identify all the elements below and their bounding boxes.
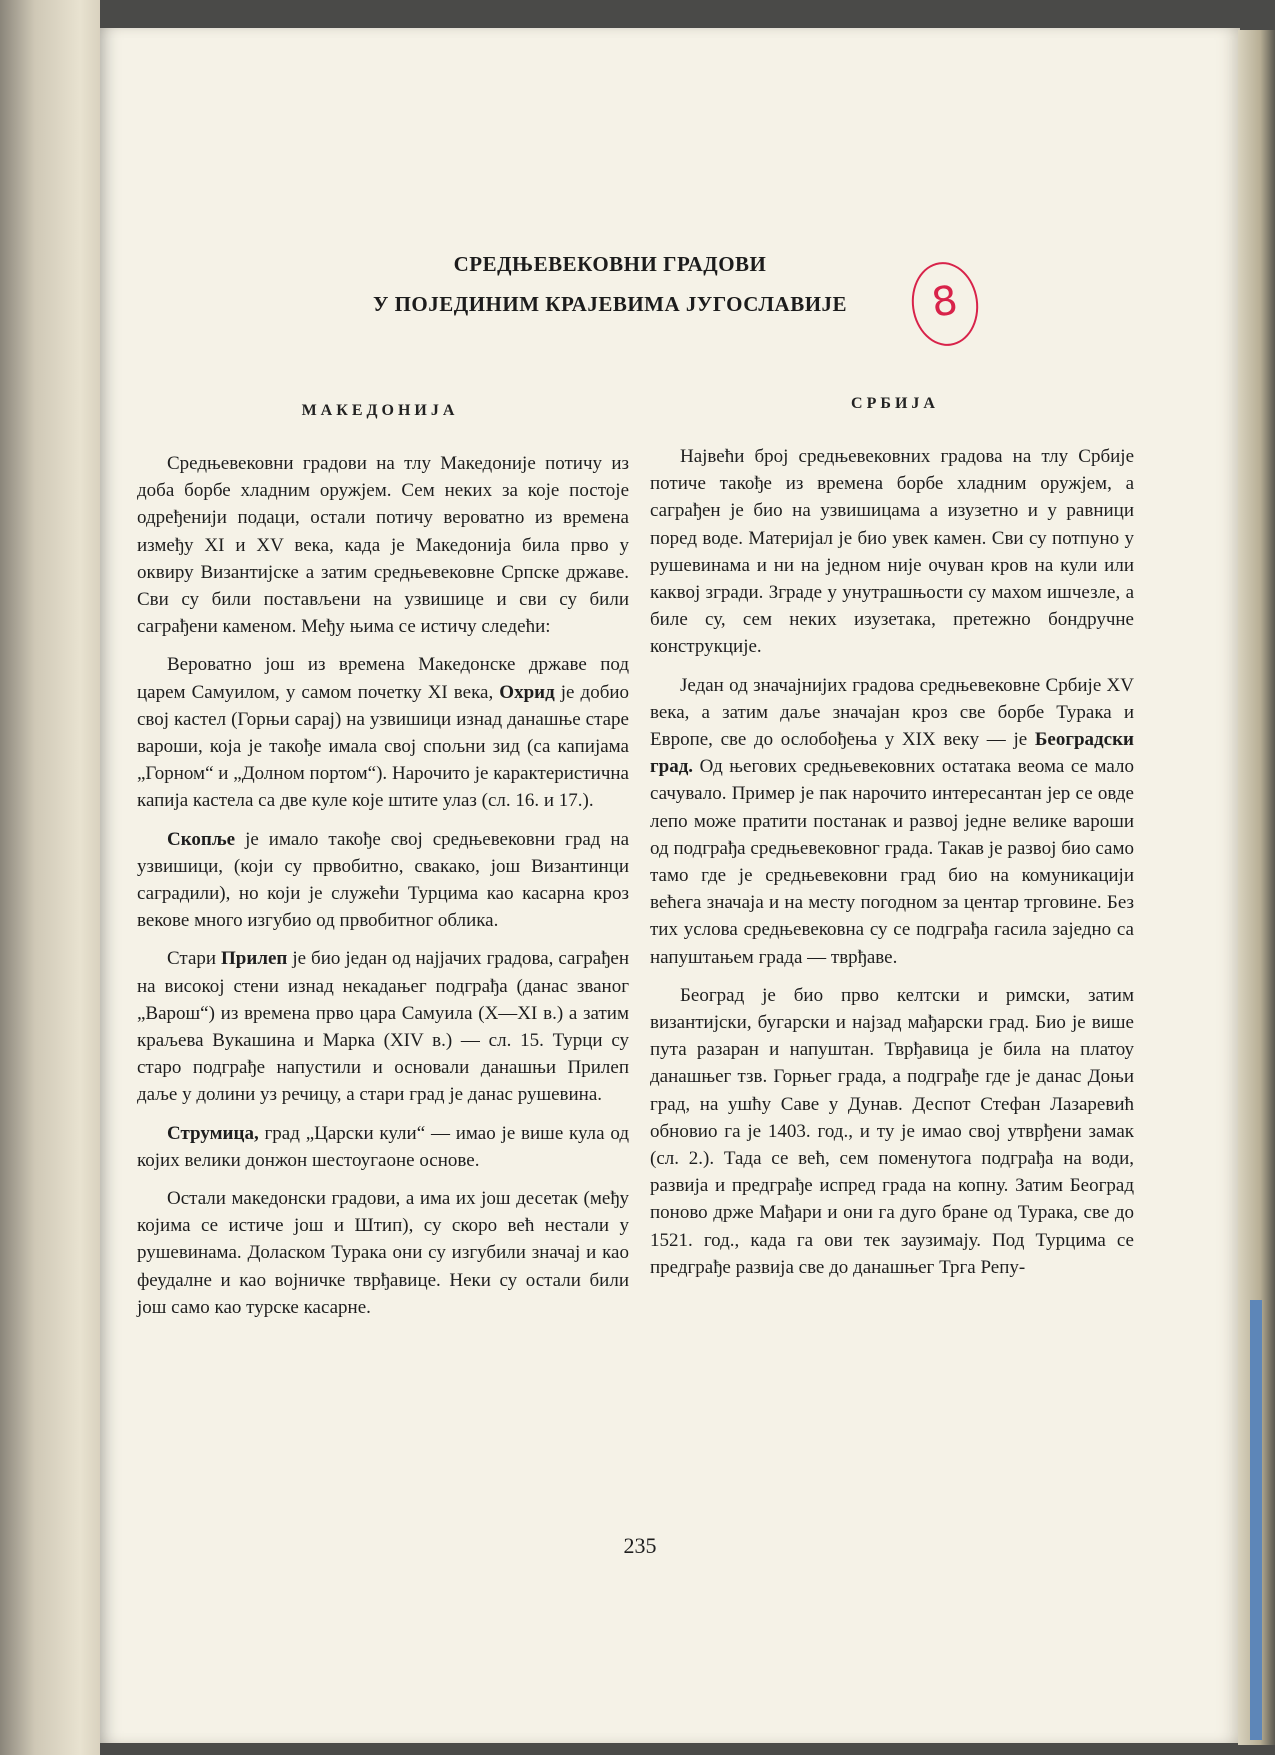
paragraph: Београд је био прво келтски и римски, затим византијски, бугарски и најзад мађарски град. Био је више пута разаран и напуштан. Тврђавица је била на платоу данашњег тзв. Горњег града, а подграђе где је данас Доњи град, на ушћу Саве у Дунав. Деспот Стефан Лазаревић обновио га је 1403. год., и ту је имао свој утврђени замак (сл. 2.). Тада се већ, сем поменутога подграђа на води, развија и предграђе испред града на копну. Затим Београд поново држе Мађари и они га дуго бране од Турака, све до 1521. год., када га ови тек заузимају. Под Турцима се предграђе развија све до данашњег Трга Репу- [650,984,1134,1278]
text: град „Царски кули“ — имао је више кула од којих велики донжон шестоугаоне основе. [137,1122,630,1171]
text: Вероватно још из времена Македонске државе под царем Самуилом, у самом почетку XI века, [137,654,629,703]
text: је имало такође свој средњевековни град на узвишици, (који су првобитно, свакако, још Византинци саградили), но који је служећи Турцима као касарна кроз векове много изгубио од првобитног облика. [137,828,630,932]
city-name: Београдски град. [650,729,1134,778]
text: Један од значајнијих градова средњевековне Србије XV века, а затим даље значајан кроз све борбе Турака и Европе, све до ослобођења у XIX веку — је [650,674,1134,751]
left-column-heading: МАКЕДОНИЈА [301,402,459,419]
handwritten-circled-number: 8 [906,258,983,350]
paragraph [137,826,629,935]
city-name: Охрид [499,681,555,703]
book-spine [0,0,100,1755]
page-title-line2: У ПОЈЕДИНИМ КРАЈЕВИМА ЈУГОСЛАВИЈЕ [372,292,848,316]
cover-edge [1250,1300,1262,1740]
paragraph: Остали македонски градови, а има их још десетак (међу којима се истиче још и Штип), су скоро већ нестали у рушевинама. Доласком Турака они су изгубили значај и као феудалне и као војничке тврђавице. Неки су остали били још само као турске касарне. [137,1188,629,1318]
text: је био један од најјачих градова, саграђен на високој стени изнад некадањег подграђа (данас званог „Варош“) из времена прво цара Самуила (X—XI в.) а затим краљева Вукашина и Марка (XIV в.) — сл. 15. Турци су старо подграђе напустили и основали данашњи Прилеп даље у долини уз речицу, а стари град је данас рушевина. [137,948,629,1106]
city-name: Скопље [167,828,236,850]
page-title-line1: СРЕДЊЕВЕКОВНИ ГРАДОВИ [453,252,767,276]
paragraph [137,1120,629,1174]
city-name: Струмица, [167,1122,259,1144]
paragraph [137,945,629,1108]
city-name: Прилеп [221,948,288,970]
paragraph: Средњевековни градови на тлу Македоније потичу из доба борбе хладним оружјем. Сем неких за које постоје одређенији подаци, остали потичу вероватно из времена између XI и XV века, када је Македонија била прво у оквиру Византијске а затим средњевековне Српске државе. Сви су били постављени на узвишице и сви су били саграђени каменом. Међу њима се истичу следећи: [137,453,629,638]
text: Од његових средњевековних остатака веома се мало сачувало. Пример је пак нарочито интересантан јер се овде лепо може пратити постанак и развој једне велике вароши од подграђа средњевековног града. Такав је развој био само тамо где је средњевековни град био на комуникацији већега значаја и на месту погодном за центар трговине. Без тих услова средњевековна су се подграђа гасила заједно са напуштањем града — тврђаве. [650,756,1135,968]
text: је добио свој кастел (Горњи сарај) на узвишици изнад данашње старе вароши, која је такође имала свој спољни зид (са капијама „Горном“ и „Долном портом“). Нарочито је карактеристична капија кастела са две куле које штите улаз (сл. 16. и 17.). [137,681,630,812]
page-number: 235 [623,1533,657,1558]
paragraph [650,672,1134,971]
paragraph: Највећи број средњевековних градова на тлу Србије потиче такође из времена борбе хладним оружјем, а саграђен је био на узвишицама а изузетно и у равници поред воде. Материјал је био увек камен. Сви су потпуно у рушевинама и ни на једном није очуван кров на кули или каквој згради. Зграде у унутрашњости су махом ишчезле, а биле су, сем неких изузетака, претежно бондручне конструкције. [650,446,1134,658]
right-column [650,443,1134,1292]
left-column [137,450,629,1332]
paragraph [137,651,629,814]
text: Стари [167,948,217,970]
right-column-heading: СРБИЈА [851,395,939,412]
